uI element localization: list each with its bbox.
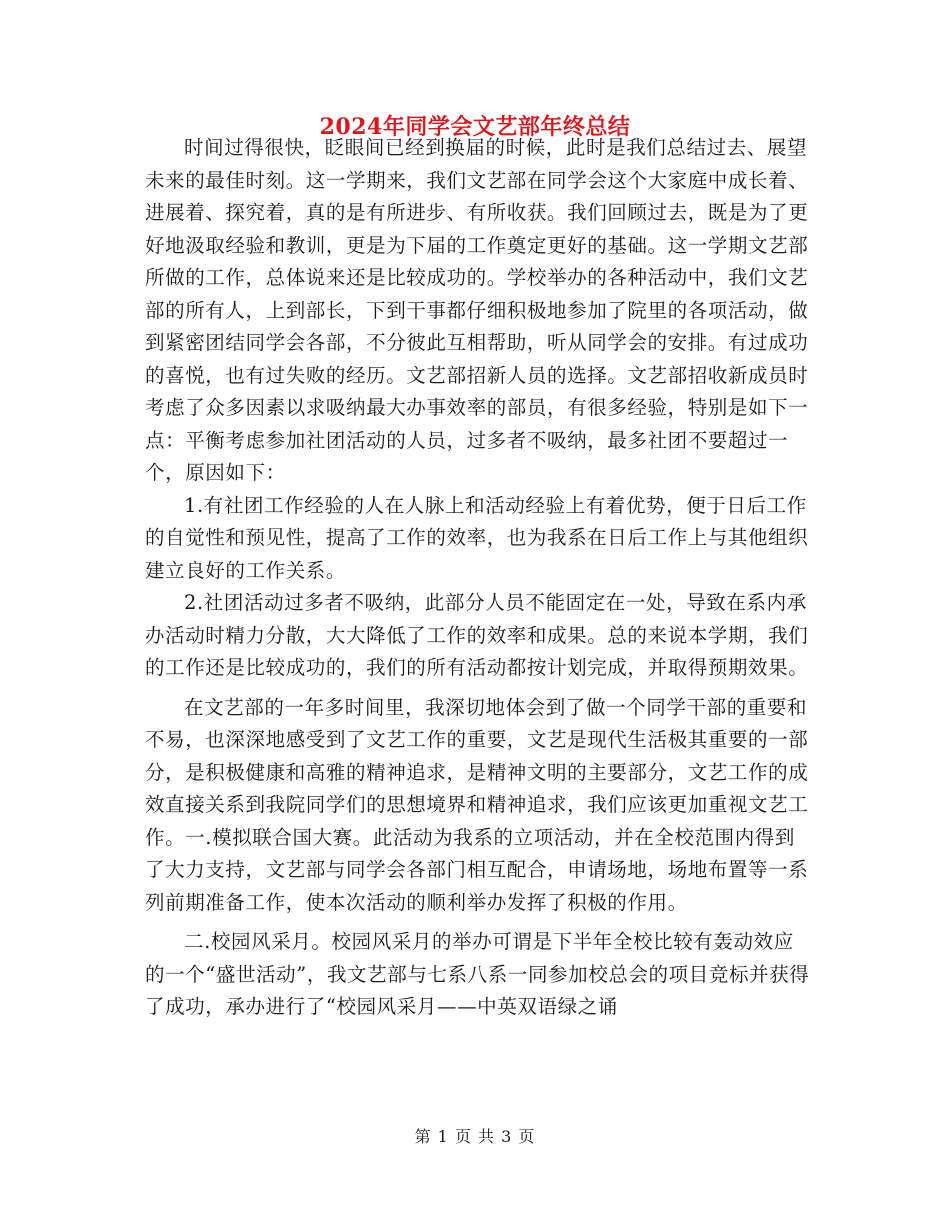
- page-number-footer: 第 1 页 共 3 页: [414, 1127, 536, 1146]
- document-body: [145, 132, 813, 1024]
- paragraph-item-2: 2.社团活动过多者不吸纳，此部分人员不能固定在一处，导致在系内承办活动时精力分散，大大降低了工作的效率和成果。总的来说本学期，我们的工作还是比较成功的，我们的所有活动都按计划完成，并取得预期效果。: [145, 591, 809, 679]
- paragraph-campus-month: 二.校园风采月。校园风采月的举办可谓是下半年全校比较有轰动效应的一个“盛世活动”，我文艺部与七系八系一同参加校总会的项目竞标并获得了成功，承办进行了“校园风采月——中英双语绿之诵: [145, 930, 810, 1018]
- paragraph-intro: 时间过得很快，眨眼间已经到换届的时候，此时是我们总结过去、展望未来的最佳时刻。这一学期来，我们文艺部在同学会这个大家庭中成长着、进展着、探究着，真的是有所进步、有所收获。我们回顾过去，既是为了更好地汲取经验和教训，更是为下届的工作奠定更好的基础。这一学期文艺部所做的工作，总体说来还是比较成功的。学校举办的各种活动中，我们文艺部的所有人，上到部长，下到干事都仔细积极地参加了院里的各项活动，做到紧密团结同学会各部，不分彼此互相帮助，听从同学会的安排。有过成功的喜悦，也有过失败的经历。文艺部招新人员的选择。文艺部招收新成员时考虑了众多因素以求吸纳最大办事效率的部员，有很多经验，特别是如下一点：平衡考虑参加社团活动的人员，过多者不吸纳，最多社团不要超过一个，原因如下：: [145, 136, 809, 484]
- paragraph-item-1: 1.有社团工作经验的人在人脉上和活动经验上有着优势，便于日后工作的自觉性和预见性，提高了工作的效率，也为我系在日后工作上与其他组织建立良好的工作关系。: [145, 493, 809, 582]
- paragraph-reflection: 在文艺部的一年多时间里，我深切地体会到了做一个同学干部的重要和不易，也深深地感受到了文艺工作的重要，文艺是现代生活极其重要的一部分，是积极健康和高雅的精神追求，是精神文明的主要部分，文艺工作的成效直接关系到我院同学们的思想境界和精神追求，我们应该更加重视文艺工作。一.模拟联合国大赛。此活动为我系的立项活动，并在全校范围内得到了大力支持，文艺部与同学会各部门相互配合，申请场地，场地布置等一系列前期准备工作，使本次活动的顺利举办发挥了积极的作用。: [145, 695, 809, 914]
- document-title: 2024年同学会文艺部年终总结: [319, 114, 631, 140]
